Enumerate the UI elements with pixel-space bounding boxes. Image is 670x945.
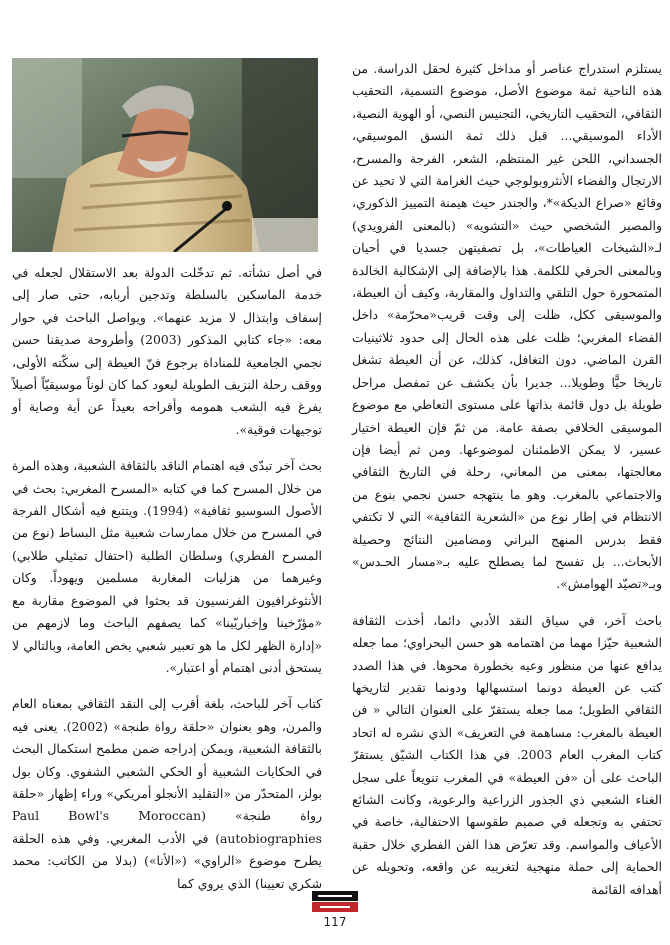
left-column: [12, 262, 322, 895]
magazine-logo: [310, 890, 360, 914]
page-number: 117: [323, 915, 347, 929]
body-paragraph: يستلزم استدراج عناصر أو مداخل كثيرة لحقل الدراسة. من هذه الناحية ثمة موضوع الأصل، موضوع التسمية، التحقيب الثقافي، التحقيب التاريخي، التجنيس النصي، أو الهوية النصية، الأداء الموسيقي... قبل ذلك ثمة النسق الموسيقي، الجسداني، اللحن غير المنتظم، الشعر، الفرجة والمسرح، الارتجال والفضاء الأنثروبولوجي حيث الغرامة التي لا تحيد عن وقائع «صراع الديكة»*، والجندر حيث هيمنة التمييز الذكوري، والمصير الشخصي حيث «التشويه» (بالمعنى الفرويدي) لـ«الشيخات العياطات»، بل تصفيتهن جسديا في أحيان وبالمعنى الحرفي للكلمة. هذا بالإضافة إلى الإشكالية الخالدة المتمحورة حول التلقي والتداول والمقاربة، وكيف أن العيطة، والموسيقى ككل، ظلت إلى وقت قريب«محرّمة» داخل الفضاء المغربي؛ ظلت على هذه الحال إلى حدود ثلاثينيات القرن الماضي. دون التغافل، كذلك، عن أن العيطة تشغل تاريخا حيًّا وطويلا... جديرا بأن يكشف عن تمفصل مراحل طويلة بل دول قائمة بذاتها على مستوى التعاطي مع موضوع الموسيقى الخلافي بصفة عامة. من ثمّ فإن العيطة اختيار عسير، لا يمكن الاطمئنان لموضوعها. ومن ثم أيضا فإن معالجتها، بمعنى من المعاني، رحلة في التاريخ الثقافي والاجتماعي بالمغرب. وهو ما ينتهجه حسن نجمي بنوع من الانتظام في إطار نوع من «الشعرية الثقافية» التي لا تكتفي فقط بدرس المنهج البراني ومضامين النتائج وحصيلة الأبحاث... بل تفسح لما يصطلح عليه بـ«مسار الحـدس» وبـ«تصيّد الهوامش».: [352, 61, 662, 592]
body-paragraph: في أصل نشأته. ثم تدخّلت الدولة بعد الاستقلال لجعله في خدمة الماسكين بالسلطة وتدجين أربابه، حتى صار إلى إسفاف وابتذال لا مزيد عنهما». ويواصل الباحث في حوار معه: «جاء كتابي المذكور (2003) وأطروحة صديقنا حسن نجمي الجامعية للمناداة برجوع فنّ العيطة إلى سكّته الأولى، ووقف رحلة النزيف الطويلة ليعود كما كان لوناً موسيقيّاً أصيلاً يفرغ فيه الشعب همومه وأفراحه بعيداً عن أية وصاية أو توجيهات فوقية».: [12, 265, 322, 437]
author-photo: [12, 58, 318, 252]
right-column: [352, 58, 662, 901]
body-paragraph: كتاب آخر للباحث، بلغة أقرب إلى النقد الثقافي بمعناه العام والمرن، وهو بعنوان «حلقة رواة طنجة» (2002). يعنى فيه بالثقافة الشعبية، ويمكن إدراجه ضمن مطمح استكمال البحث في الحكايات الشعبية أو الحكي الشعبي الشفوي. وكان بول بولز، المتحدّر من «التقليد الأنجلو أمريكي» وراء إظهار «حلقة رواة طنجة» (Paul Bowl's Moroccan autobiographies) في الأدب المغربي. وفي هذه الحلقة يطرح موضوع «الراوي» («الأنا») (بدلا من الكاتب: محمد شكري تعيينا) الذي يروي كما: [12, 696, 322, 891]
magazine-logo-icon: [310, 890, 360, 914]
body-paragraph: باحث آخر، في سياق النقد الأدبي دائما، أخذت الثقافة الشعبية حيّزا مهما من اهتمامه هو حسن البحراوي؛ مما جعله يدافع عنها من منظور وعيه بخطورة محوها. في هذا الصدد كتب عن العيطة دونما استسهالها ودونما تقدير لتاريخها الثقافي الطويل؛ مما جعله يستقرّ على العنوان التالي « فن العيطة بالمغرب: مساهمة في التعريف» الذي نشره له اتحاد كتاب المغرب العام 2003. في هذا الكتاب الشيّق يستقرّ الباحث على أن «فن العيطة» في المغرب تنويعاً على سجل الغناء الشعبي ذي الجذور الزراعية والرعوية، وكانت الشائع تحتفي به وتجعله في صميم طقوسها الاحتفالية، خاصة في الأعياف والمواسم. وقد تعرّض هذا الفن الفطري خلال حقبة الحماية إلى حملة منهجية لتغريبه عن واقعه، وتحويله عن أهدافه القائمة: [352, 612, 662, 897]
portrait-photo-icon: [12, 58, 318, 252]
body-paragraph: بحث آخر تبدّى فيه اهتمام الناقد بالثقافة الشعبية، وهذه المرة من خلال المسرح كما في كتابه «المسرح المغربي: بحث في الأصول السوسيو ثقافية» (1994). ويتتبع فيه أشكال الفرجة في المسرح من خلال ممارسات شعبية مثل البساط (نوع من المسرح الفطري) وسلطان الطلبة (احتفال تمثيلي طلابي) وغيرهما من هزليات المغاربة مسلمين ويهوداً. وكان الأنثوغرافيون الفرنسيون قد بحثوا في الموضوع مقاربة مع «مؤرّخينا وإخباريّينا» كما يصفهم الباحث وما لازمهم من «إدارة الظهر لكل ما هو تعبير شعبي يخص العامة، وبالتالي لا يستحق أدنى اهتمام أو اعتبار».: [12, 458, 323, 675]
